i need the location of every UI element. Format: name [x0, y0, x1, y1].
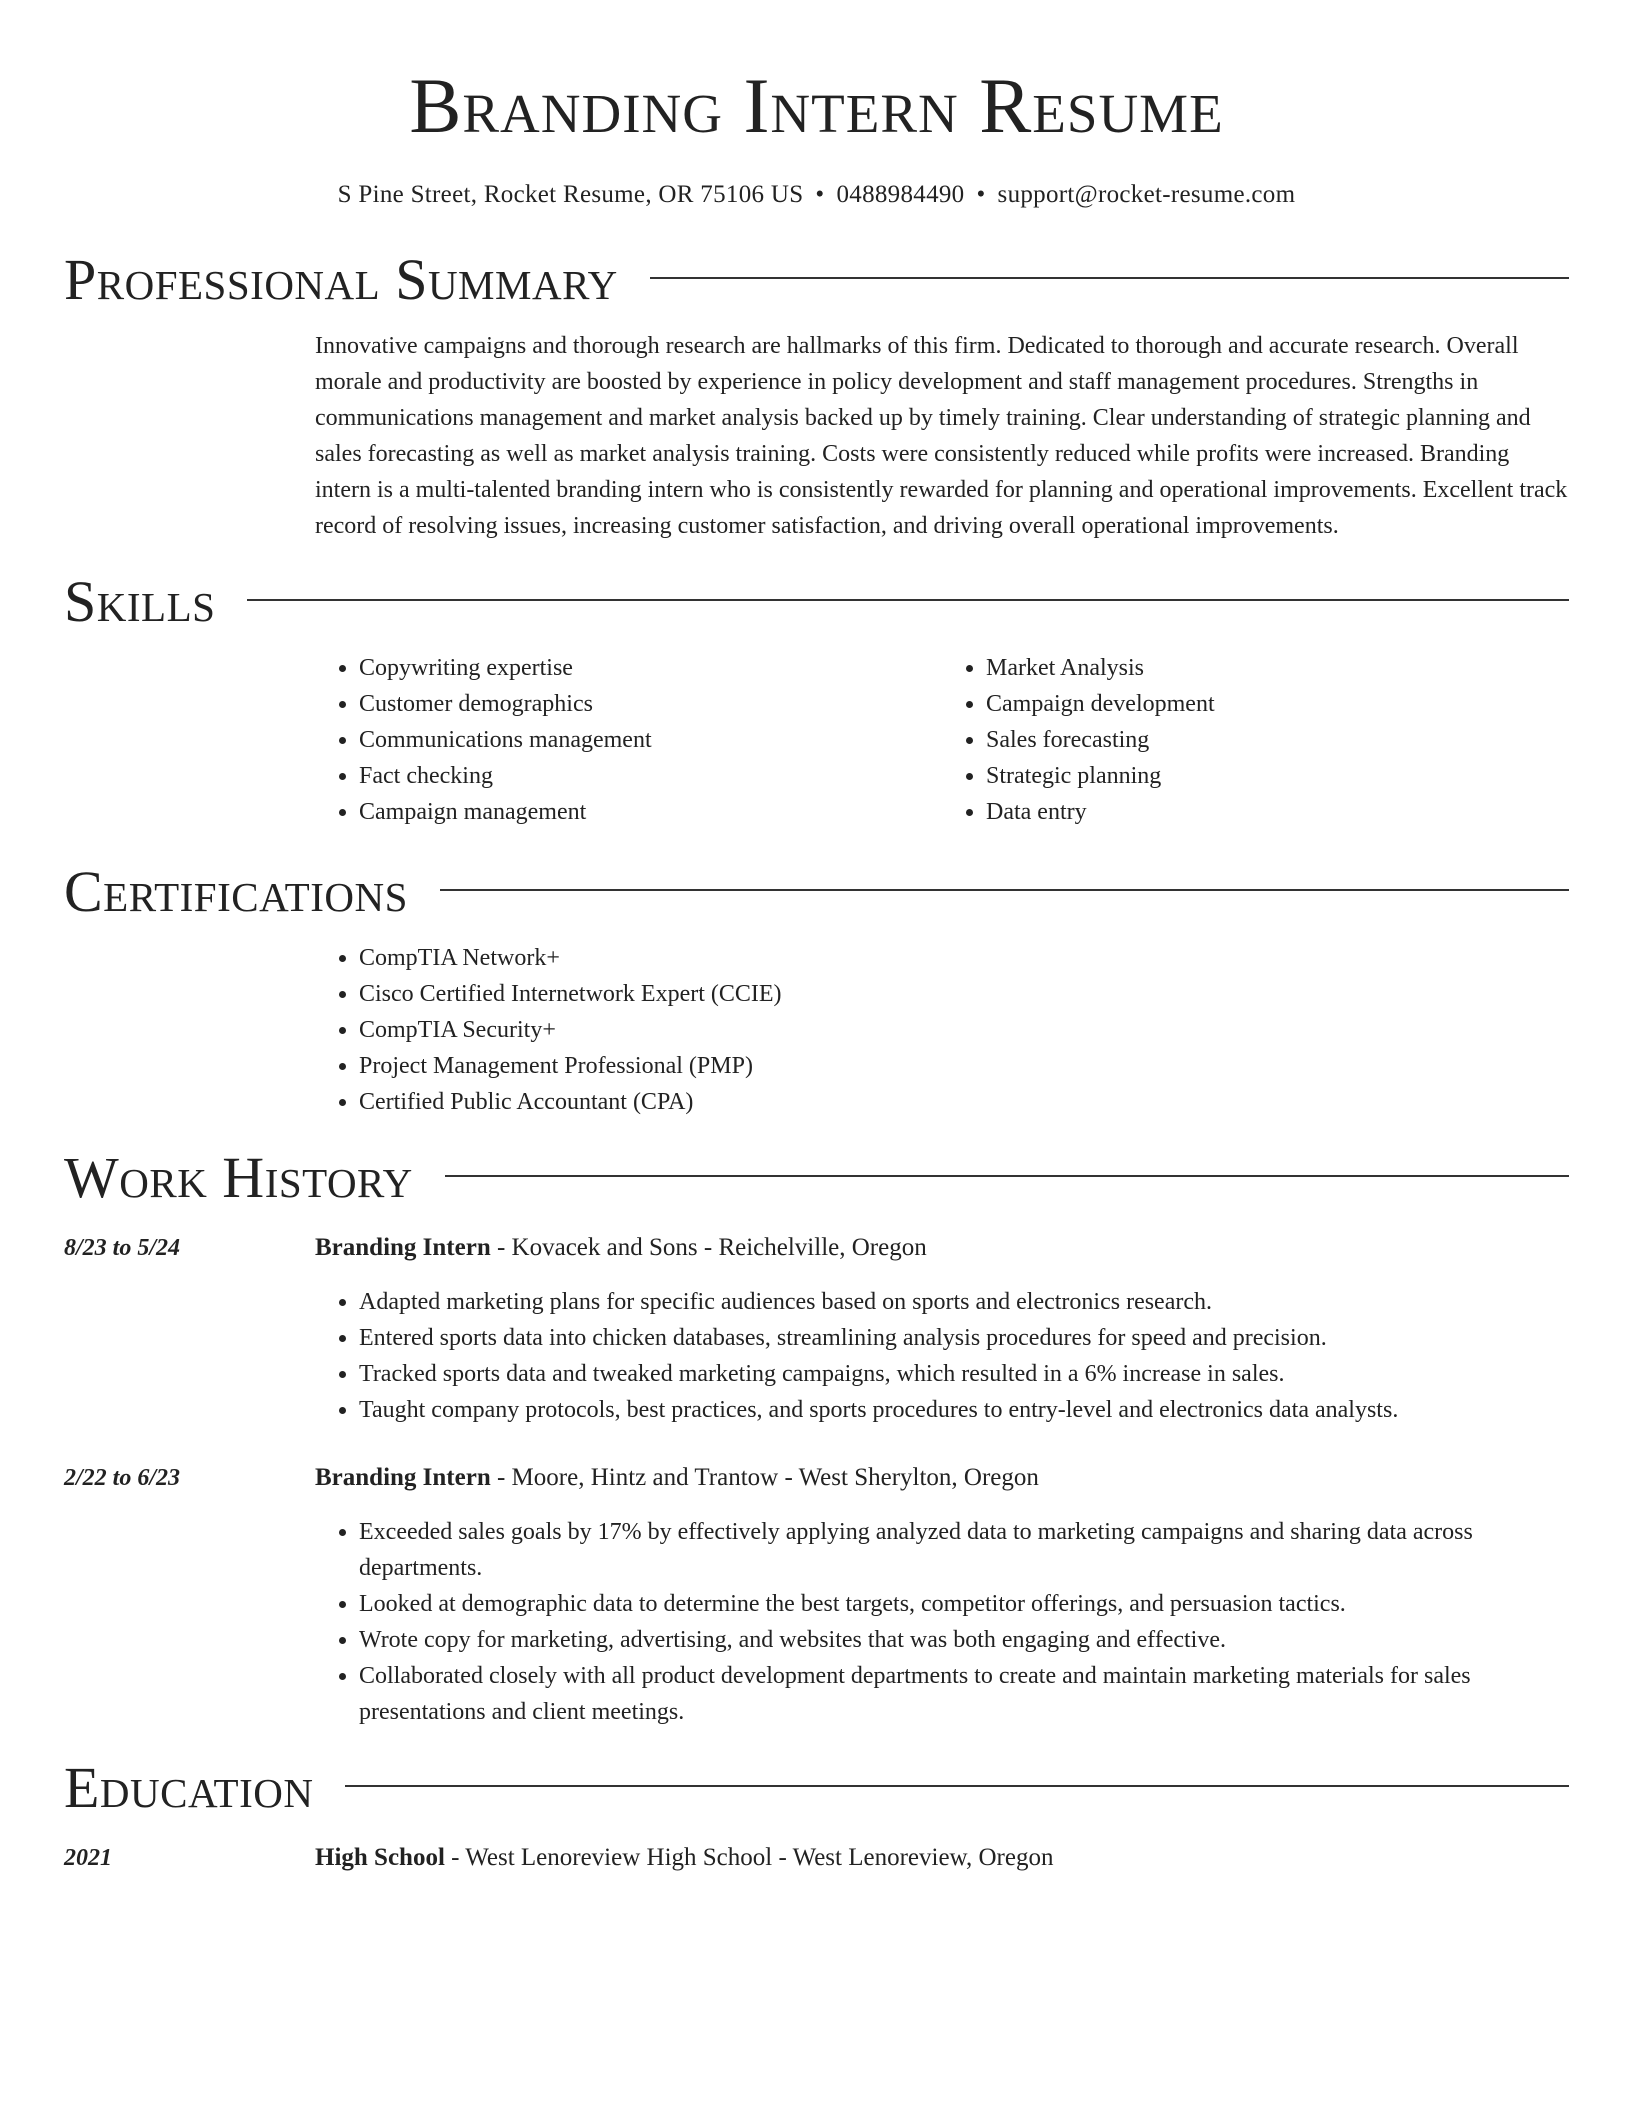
skill-item: • Strategic planning: [986, 758, 1569, 794]
job-details: [315, 1230, 1569, 1428]
summary-body: [315, 328, 1569, 544]
work-heading: Work History: [64, 1145, 413, 1210]
skills-heading: Skills: [64, 569, 216, 634]
skill-item: • Market Analysis: [986, 650, 1569, 686]
contact-line: [64, 178, 1569, 212]
job-bullet: • Adapted marketing plans for specific audiences based on sports and electronics research.: [359, 1284, 1569, 1320]
work-section-header: [64, 1144, 1569, 1212]
skill-item: • Data entry: [986, 794, 1569, 830]
job-bullet: • Exceeded sales goals by 17% by effectively applying analyzed data to marketing campaigns and sharing data across departments.: [359, 1514, 1569, 1586]
certifications-list: [315, 940, 1569, 1120]
certifications-body: [315, 940, 1569, 1120]
skills-list-left: [315, 650, 942, 830]
education-degree: High School: [315, 1844, 445, 1871]
contact-email: support@rocket-resume.com: [997, 181, 1296, 208]
summary-heading: Professional Summary: [64, 247, 618, 312]
summary-text: Innovative campaigns and thorough research are hallmarks of this firm. Dedicated to thorough and accurate research. Overall morale and productivity are boosted by experience in policy development and staff management procedures. Strengths in communications management and market analysis backed up by timely training. Clear understanding of strategic planning and sales forecasting as well as market analysis training. Costs were consistently reduced while profits were increased. Branding intern is a multi-talented branding intern who is consistently rewarded for planning and operational improvements. Excellent track record of resolving issues, increasing customer satisfaction, and driving overall operational improvements.: [315, 333, 1568, 539]
job-bullet: • Looked at demographic data to determine the best targets, competitor offerings, and persuasion tactics.: [359, 1586, 1569, 1622]
education-details: [315, 1840, 1569, 1876]
section-divider: [345, 1785, 1569, 1787]
certification-item: • CompTIA Network+: [359, 940, 1569, 976]
skill-item: • Customer demographics: [359, 686, 942, 722]
skills-section-header: [64, 568, 1569, 636]
certification-item: • Certified Public Accountant (CPA): [359, 1084, 1569, 1120]
job-entry: [64, 1460, 1569, 1730]
job-bullets: [315, 1514, 1569, 1730]
job-dates: 8/23 to 5/24: [64, 1235, 181, 1261]
certification-item: • Project Management Professional (PMP): [359, 1048, 1569, 1084]
section-divider: [650, 277, 1569, 279]
job-bullet: • Wrote copy for marketing, advertising, and websites that was both engaging and effective.: [359, 1622, 1569, 1658]
job-title: Branding Intern: [315, 1234, 491, 1261]
job-bullet: • Tracked sports data and tweaked marketing campaigns, which resulted in a 6% increase in sales.: [359, 1356, 1569, 1392]
education-heading-line: [315, 1840, 1569, 1876]
certifications-section-header: [64, 858, 1569, 926]
job-employer: - Kovacek and Sons - Reichelville, Oregon: [490, 1234, 927, 1261]
skills-body: [315, 650, 1569, 830]
skill-item: • Copywriting expertise: [359, 650, 942, 686]
section-divider: [247, 599, 1569, 601]
education-school: - West Lenoreview High School - West Lenoreview, Oregon: [444, 1844, 1054, 1871]
skill-item: • Campaign management: [359, 794, 942, 830]
job-bullet: • Taught company protocols, best practices, and sports procedures to entry-level and electronics data analysts.: [359, 1392, 1569, 1428]
skills-grid: [315, 650, 1569, 830]
job-title: Branding Intern: [315, 1464, 491, 1491]
skill-item: • Communications management: [359, 722, 942, 758]
certifications-heading: Certifications: [64, 859, 408, 924]
skills-list-right: [942, 650, 1569, 830]
job-employer: - Moore, Hintz and Trantow - West Sherylton, Oregon: [490, 1464, 1039, 1491]
section-divider: [440, 889, 1569, 891]
contact-address: S Pine Street, Rocket Resume, OR 75106 US: [337, 181, 804, 208]
resume-page: [64, 0, 1569, 1876]
education-year: 2021: [64, 1845, 112, 1871]
job-dates: 2/22 to 6/23: [64, 1465, 181, 1491]
job-details: [315, 1460, 1569, 1730]
education-heading: Education: [64, 1755, 314, 1820]
skill-item: • Campaign development: [986, 686, 1569, 722]
skill-item: • Sales forecasting: [986, 722, 1569, 758]
education-section-header: [64, 1754, 1569, 1822]
certification-item: • Cisco Certified Internetwork Expert (CCIE): [359, 976, 1569, 1012]
job-bullet: • Collaborated closely with all product development departments to create and maintain marketing materials for sales presentations and client meetings.: [359, 1658, 1569, 1730]
job-entry: [64, 1230, 1569, 1428]
education-entry: [64, 1840, 1569, 1876]
contact-phone: 0488984490: [836, 181, 965, 208]
job-heading: [315, 1460, 1569, 1496]
job-heading: [315, 1230, 1569, 1266]
summary-section-header: [64, 246, 1569, 314]
skill-item: • Fact checking: [359, 758, 942, 794]
contact-separator: •: [976, 181, 986, 208]
certification-item: • CompTIA Security+: [359, 1012, 1569, 1048]
contact-separator: •: [815, 181, 825, 208]
job-bullets: [315, 1284, 1569, 1428]
section-divider: [445, 1175, 1569, 1177]
resume-title: Branding Intern Resume: [409, 62, 1224, 149]
job-bullet: • Entered sports data into chicken databases, streamlining analysis procedures for speed and precision.: [359, 1320, 1569, 1356]
